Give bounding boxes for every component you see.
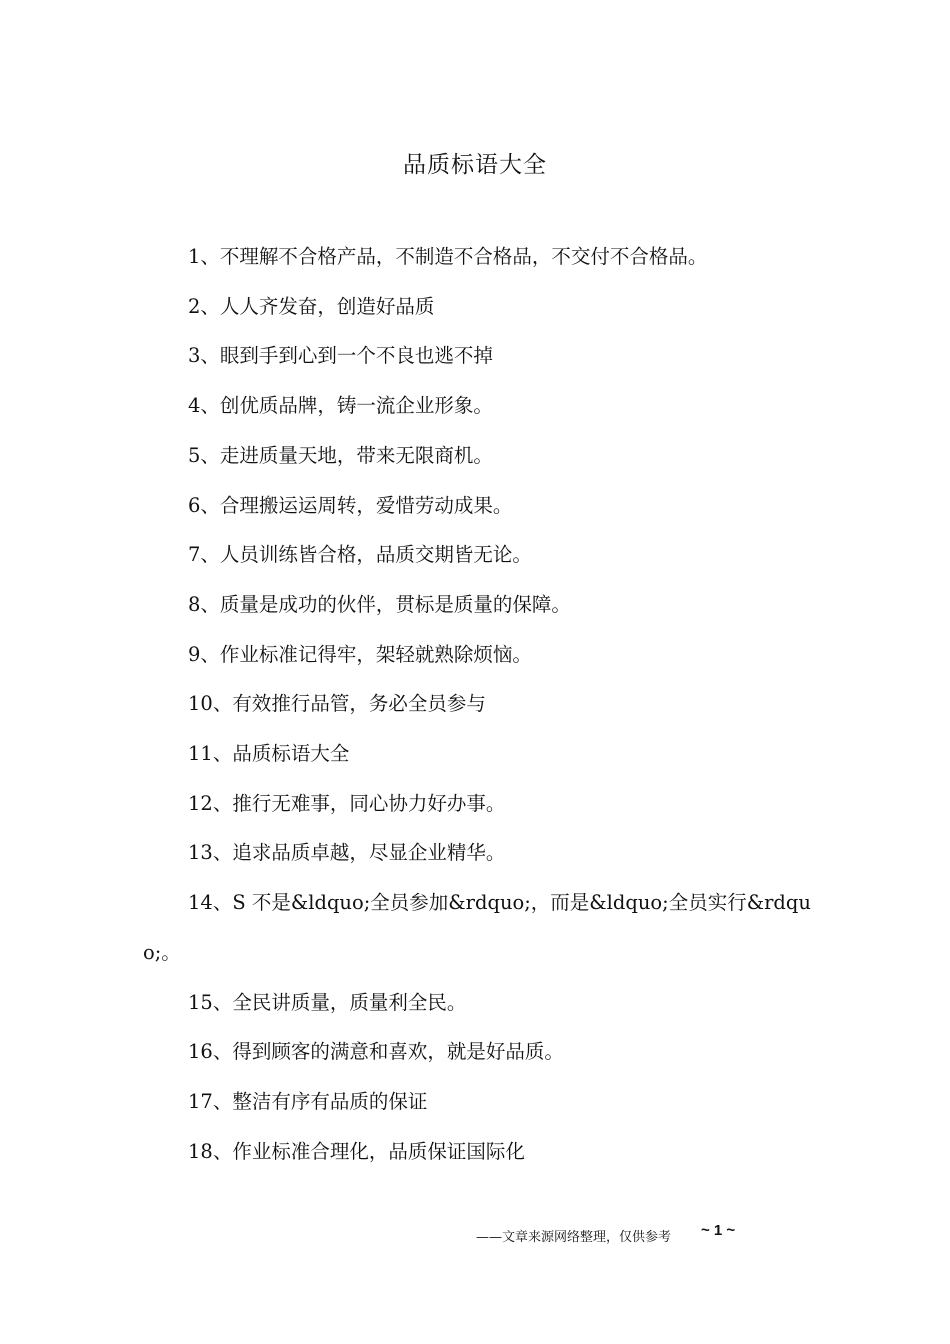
footer-source-note: ——文章来源网络整理，仅供参考 xyxy=(476,1230,672,1245)
page-number: ~ 1 ~ xyxy=(701,1222,736,1239)
list-item: 1、不理解不合格产品，不制造不合格品，不交付不合格品。 xyxy=(188,245,708,268)
list-item: 14、S 不是&ldquo;全员参加&rdquo;，而是&ldquo;全员实行&rdquo;。 xyxy=(143,891,811,964)
list-item: 3、眼到手到心到一个不良也逃不掉 xyxy=(188,344,493,368)
list-item: 4、创优质品牌，铸一流企业形象。 xyxy=(188,394,493,418)
list-item: 15、全民讲质量，质量利全民。 xyxy=(188,990,467,1014)
list-item: 17、整洁有序有品质的保证 xyxy=(188,1089,428,1113)
list-item: 10、有效推行品管，务必全员参与 xyxy=(188,692,486,716)
list-item: 11、品质标语大全 xyxy=(188,742,350,766)
list-item: 16、得到顾客的满意和喜欢，就是好品质。 xyxy=(188,1040,564,1064)
page-title: 品质标语大全 xyxy=(403,152,547,178)
list-item: 18、作业标准合理化，品质保证国际化 xyxy=(188,1139,525,1163)
list-item: 2、人人齐发奋，创造好品质 xyxy=(188,294,435,318)
list-item: 7、人员训练皆合格，品质交期皆无论。 xyxy=(188,543,532,567)
list-item: 13、追求品质卓越，尽显企业精华。 xyxy=(188,841,506,865)
list-item: 12、推行无难事，同心协力好办事。 xyxy=(188,791,506,815)
slogan-list xyxy=(143,232,815,1176)
list-item: 6、合理搬运运周转，爱惜劳动成果。 xyxy=(188,493,513,517)
list-item: 5、走进质量天地，带来无限商机。 xyxy=(188,443,493,467)
list-item: 9、作业标准记得牢，架轻就熟除烦恼。 xyxy=(188,642,532,666)
list-item: 8、质量是成功的伙伴，贯标是质量的保障。 xyxy=(188,592,571,616)
